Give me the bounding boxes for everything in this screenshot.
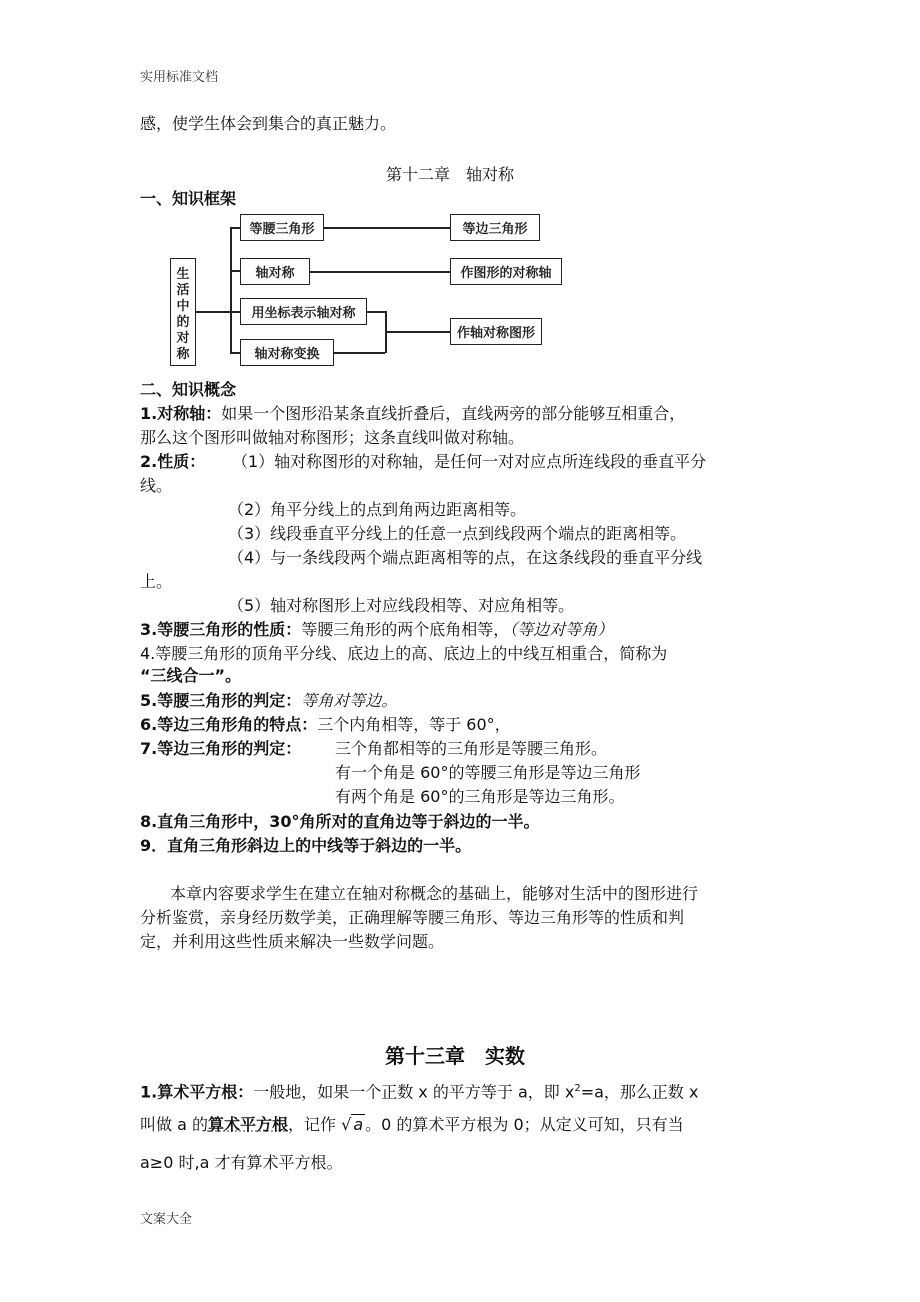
definition-label: 1.算术平方根： xyxy=(140,1082,254,1102)
section-concepts-title: 二、知识概念 xyxy=(140,380,237,399)
concept-4: 4.等腰三角形的顶角平分线、底边上的高、底边上的中线互相重合，简称为 xyxy=(140,644,668,663)
concept-3 xyxy=(140,619,613,641)
diagram-connector xyxy=(230,270,240,272)
concept-7-line2: 有一个角是 60°的等腰三角形是等边三角形 xyxy=(335,763,641,782)
definition-line-1 xyxy=(140,1078,698,1103)
section-framework-title: 一、知识框架 xyxy=(140,189,237,208)
concept-7-label: 7.等边三角形的判定： xyxy=(140,739,302,758)
page-header: 实用标准文档 xyxy=(140,70,219,85)
diagram-connector xyxy=(385,331,450,333)
diagram-connector xyxy=(196,311,230,313)
diagram-box-axial-symmetry: 轴对称 xyxy=(240,258,310,285)
concept-1-label: 1.对称轴： xyxy=(140,404,222,423)
concept-9: 9．直角三角形斜边上的中线等于斜边的一半。 xyxy=(140,836,472,855)
exponent: 2 xyxy=(574,1083,581,1094)
concept-2 xyxy=(140,451,205,473)
definition-text-a: 一般地，如果一个正数 x 的平方等于 a，即 x xyxy=(253,1082,575,1102)
concept-7-line1: 三个角都相等的三角形是等腰三角形。 xyxy=(335,739,608,758)
definition-text-d: ，记作 xyxy=(288,1115,337,1134)
concept-3-label: 3.等腰三角形的性质： xyxy=(140,620,302,639)
concept-6 xyxy=(140,714,511,736)
chapter12-title: 第十二章 轴对称 xyxy=(386,165,515,184)
definition-text-e: 。0 的算术平方根为 0；从定义可知，只有当 xyxy=(365,1115,684,1134)
concept-7 xyxy=(140,738,301,760)
diagram-connector xyxy=(334,352,385,354)
diagram-box-draw-axis: 作图形的对称轴 xyxy=(450,258,562,285)
concept-2-label: 2.性质： xyxy=(140,452,206,471)
definition-text-b: =a，那么正数 x xyxy=(580,1082,699,1102)
property-4-cont: 上。 xyxy=(140,572,173,591)
sqrt-radicand: a xyxy=(353,1115,364,1134)
diagram-connector xyxy=(230,227,240,229)
diagram-box-draw-symmetric: 作轴对称图形 xyxy=(450,318,542,345)
property-2: （2）角平分线上的点到角两边距离相等。 xyxy=(228,500,527,519)
concept-7-line3: 有两个角是 60°的三角形是等边三角形。 xyxy=(335,787,625,806)
definition-line-2 xyxy=(140,1114,684,1136)
definition-text-c: 叫做 a 的 xyxy=(140,1115,208,1134)
diagram-box-equilateral: 等边三角形 xyxy=(450,214,540,241)
diagram-box-isosceles: 等腰三角形 xyxy=(240,214,324,241)
diagram-connector xyxy=(230,227,232,353)
term-arithmetic-root: 算术平方根 xyxy=(207,1115,288,1134)
concept-6-text: 三个内角相等，等于 60°， xyxy=(317,715,511,734)
concept-3-text: 等腰三角形的两个底角相等， xyxy=(301,620,510,639)
property-1-cont: 线。 xyxy=(140,476,173,495)
page-footer: 文案大全 xyxy=(140,1212,193,1227)
diagram-connector xyxy=(230,352,240,354)
intro-line: 感，使学生体会到集合的真正魅力。 xyxy=(140,114,397,133)
property-4: （4）与一条线段两个端点距离相等的点，在这条线段的垂直平分线 xyxy=(228,548,703,567)
diagram-connector xyxy=(324,227,450,229)
concept-1-cont: 那么这个图形叫做轴对称图形；这条直线叫做对称轴。 xyxy=(140,428,525,447)
summary-line-1: 本章内容要求学生在建立在轴对称概念的基础上，能够对生活中的图形进行 xyxy=(170,884,699,903)
concept-8: 8.直角三角形中，30°角所对的直角边等于斜边的一半。 xyxy=(140,812,540,831)
property-3: （3）线段垂直平分线上的任意一点到线段两个端点的距离相等。 xyxy=(228,524,687,543)
chapter13-title: 第十三章 实数 xyxy=(385,1044,525,1068)
diagram-connector xyxy=(310,271,450,273)
diagram-box-coordinate-symmetry: 用坐标表示轴对称 xyxy=(240,298,367,325)
concept-1 xyxy=(140,403,685,425)
diagram-connector xyxy=(230,311,240,313)
concept-1-text: 如果一个图形沿某条直线折叠后，直线两旁的部分能够互相重合， xyxy=(221,404,686,423)
concept-5 xyxy=(140,690,397,712)
diagram-box-symmetry-transform: 轴对称变换 xyxy=(240,339,334,366)
concept-3-note: （等边对等角） xyxy=(509,620,614,639)
diagram-left-box: 生活中的对称 xyxy=(170,258,196,366)
concept-4-cont: “三线合一”。 xyxy=(140,666,242,685)
sqrt-symbol: √ a xyxy=(341,1115,364,1134)
property-5: （5）轴对称图形上对应线段相等、对应角相等。 xyxy=(228,596,575,615)
summary-line-3: 定，并利用这些性质来解决一些数学问题。 xyxy=(140,932,445,951)
property-1: （1）轴对称图形的对称轴，是任何一对对应点所连线段的垂直平分 xyxy=(232,452,707,471)
diagram-connector xyxy=(367,311,385,313)
concept-6-label: 6.等边三角形角的特点： xyxy=(140,715,318,734)
definition-line-3: a≥0 时,a 才有算术平方根。 xyxy=(140,1153,343,1172)
concept-5-label: 5.等腰三角形的判定： xyxy=(140,691,302,710)
summary-line-2: 分析鉴赏，亲身经历数学美，正确理解等腰三角形、等边三角形等的性质和判 xyxy=(140,908,685,927)
concept-5-text: 等角对等边。 xyxy=(301,691,398,710)
